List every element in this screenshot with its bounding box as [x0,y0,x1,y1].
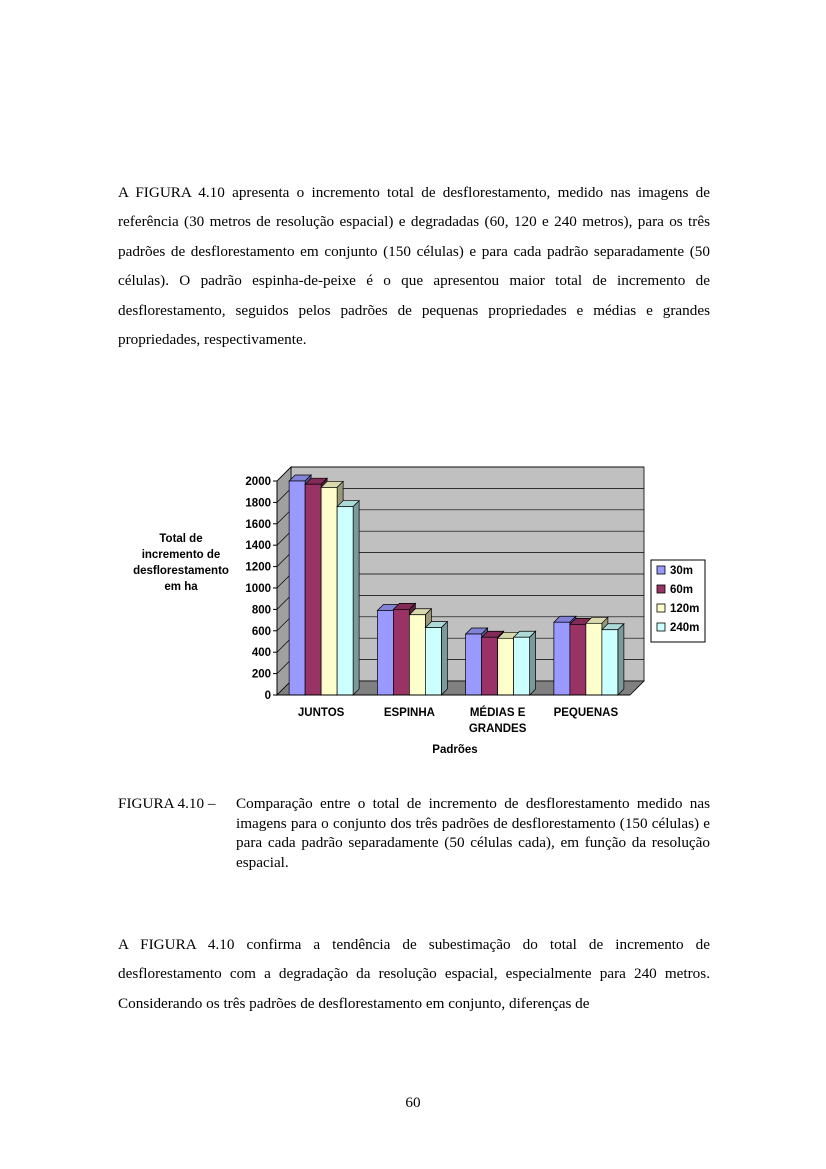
y-tick-label: 1200 [245,561,271,574]
y-tick-label: 1400 [245,540,271,553]
body-paragraph-discussion: A FIGURA 4.10 confirma a tendência de subestimação do total de incremento de desflorestamento com a degradação da resolução espacial, especialmente para 240 metros. Considerando os três padrões de desflorestamento em conjunto, diferenças de [118,936,710,1012]
figure-caption-text: Comparação entre o total de incremento de desflorestamento medido nas imagens para o conjunto dos três padrões de desflorestamento (150 células) e para cada padrão separadamente (50 células cada), em função da resolução espacial. [236,795,710,871]
legend-label: 240m [670,622,700,634]
x-axis-categories [277,695,630,735]
figure-caption-label: FIGURA 4.10 – [118,795,216,812]
y-axis-title: Total de incremento de desflorestamento em ha [133,533,229,593]
figure-caption [118,794,710,872]
bar-240m-2 [514,631,536,695]
legend-label: 60m [670,584,694,596]
legend-swatch [657,566,665,574]
x-category-label: JUNTOS [297,707,345,719]
y-tick-label: 800 [251,604,271,617]
y-tick-label: 400 [251,647,271,660]
bar-240m-1 [425,622,447,695]
x-category-label: MÉDIAS E [469,707,526,719]
chart-legend [651,560,705,642]
legend-label: 30m [670,565,694,577]
x-axis-title: Padrões [432,744,478,756]
legend-label: 120m [670,603,700,615]
legend-swatch [657,623,665,631]
x-category-label: PEQUENAS [553,707,619,719]
bar-chart [115,460,715,766]
y-axis-ticks [245,476,277,702]
bar-240m-3 [602,624,624,695]
x-category-label: GRANDES [468,723,527,735]
legend-swatch [657,585,665,593]
y-tick-label: 2000 [245,476,271,488]
y-tick-label: 1800 [245,497,271,510]
y-tick-label: 200 [251,668,271,681]
y-tick-label: 600 [251,625,271,638]
y-tick-label: 1600 [245,518,271,531]
y-tick-label: 1000 [245,583,271,595]
page-number: 60 [405,1094,421,1111]
y-tick-label: 0 [264,690,271,702]
bar-240m-0 [337,501,359,695]
x-category-label: ESPINHA [383,707,435,719]
legend-swatch [657,604,665,612]
body-paragraph-intro: A FIGURA 4.10 apresenta o incremento total de desflorestamento, medido nas imagens de referência (30 metros de resolução espacial) e degradadas (60, 120 e 240 metros), para os três padrões de desflorestamento em conjunto (150 células) e para cada padrão separadamente (50 células). O padrão espinha-de-peixe é o que apresentou maior total de incremento de desflorestamento, seguidos pelos padrões de pequenas propriedades e médias e grandes propriedades, respectivamente. [118,184,710,349]
